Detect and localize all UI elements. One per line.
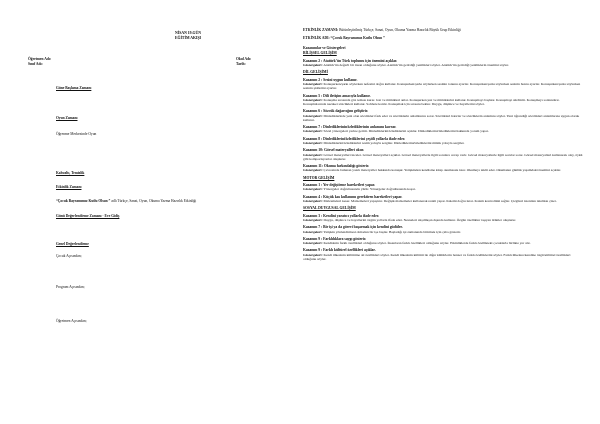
- goal-indicators: [303, 63, 583, 67]
- goal-section: [303, 225, 583, 233]
- goal-title: Kazanım 10: Görsel materyalleri okur.: [303, 148, 365, 153]
- goal-section: [303, 237, 583, 245]
- goal-title: Kazanım 1 : Yer değiştirme hareketleri yapar.: [303, 183, 375, 188]
- indicators-label: Göstergeleri:: [303, 187, 323, 192]
- activity-time-heading: Etkinlik Zamanı: [56, 185, 82, 189]
- indicators-text: Konuşurken/şarkı söylerken nefesini doğru kullanır. Konuşurken/şarkı söylerken sesinin tonunu ayarlar. Konuşurken/şarkı söylerken sesinin hızını ayarlar. Konuşurken/şarkı söylerken sesinin şiddetini ayarlar.: [303, 81, 581, 91]
- goal-section: [303, 148, 583, 161]
- goal-indicators: [303, 114, 583, 122]
- goal-indicators: [303, 218, 583, 222]
- goal-indicators: [303, 241, 583, 245]
- evaluation-heading: Günü Değerlendirme Zamanı - Eve Gidiş: [56, 214, 120, 218]
- goal-section: [303, 109, 583, 122]
- indicators-text: Kendi ülkesinin kültürüne ait özellikleri söyler. Kendi ülkesinin kültürü ile diğer kültürlerin benzer ve farklı özelliklerini söyler. Farklı ülkelere/kendine özgü kültürel özellikleri olduğunu söyler.: [303, 252, 571, 261]
- goal-section: [303, 214, 583, 222]
- goal-indicators: [303, 129, 583, 133]
- page-title: [148, 31, 228, 41]
- school-name-label: Okul Adı:: [236, 57, 252, 61]
- indicators-text: Konuşma sırasında göz teması kurar. Jest ve mimikleri anlar. Konuşurken jest ve mimiklerini kullanır. Konuşmayı başlatır. Konuşmayı sürdürür. Konuşmayı sonlandırır. Konuşmalarında nezaket sözcükleri kullanır. Sohbete katılır. Konuşmak için sırasını bekler. Duygu, düşünce ve hayallerini söyler.: [303, 97, 560, 106]
- indicators-text: Çevresinde bulunan yazılı materyaller hakkında konuşur. Yetişkinden kendisine kitap okumasını ister. Okumayı taklit eder. Okumanın günlük yaşamdaki önemini açıklar.: [322, 168, 561, 173]
- goal-section: [303, 248, 583, 261]
- goal-section: [303, 94, 583, 107]
- goal-section: [303, 59, 583, 67]
- goal-title: Kazanım 3 : Kendini yaratıcı yollarla ifade eder.: [303, 213, 380, 218]
- section-category-heading: SOSYAL DUYGUSAL GELİŞİM: [303, 206, 356, 211]
- indicators-text: Sözel yönergeleri yerine getirir. Dinlediklerini/izlediklerini açıklar. Dinlediklerini/izlediklerini hakkında yorum yapar.: [322, 129, 489, 134]
- goal-title: Kazanım 6 : Sözcük dağarcığını geliştirir.: [303, 109, 369, 114]
- activity-name-line: ETKİNLİK ADI: “Çocuk Bayramımız Kutlu Olsun ”: [303, 36, 385, 41]
- activity-type: adlı Türkçe, Sanat, Oyun, Okuma Yazma Hazırlık Etkinliği: [110, 199, 197, 203]
- activity-description: [56, 199, 286, 203]
- title-line-2: EĞİTİM AKIŞI: [174, 36, 202, 40]
- goal-indicators: [303, 82, 583, 90]
- activity-time-value: Bütünleştirilmiş Türkçe, Sanat, Oyun, Okuma Yazma Hazırlık Büyük Grup Etkinliği: [338, 28, 461, 32]
- indicators-label: Göstergeleri:: [303, 140, 323, 145]
- goal-indicators: [303, 199, 583, 203]
- indicators-label: Göstergeleri:: [303, 113, 323, 118]
- goal-section: [303, 183, 583, 191]
- indicators-label: Göstergeleri:: [303, 129, 323, 134]
- goal-section: [303, 78, 583, 91]
- goal-title: Kazanım 9 : Farklı kültürel özellikleri açıklar.: [303, 248, 376, 253]
- indicators-text: Atatürk’ün değerli bir insan olduğunu söyler. Atatürk’ün getirdiği yenilikleri söyler. Atatürk’ün getirdiği yeniliklerin önemini söyler.: [322, 62, 509, 67]
- indicators-text: Dinlediklerinde yeni olan sözcükleri fark eder ve sözcüklerin anlamlarını sorar. Sözcükleri hatırlar ve sözcüklerin anlamını söyler. Yeni öğrendiği sözcükleri anlamlarına uygun olarak kullanır.: [303, 113, 580, 122]
- breakfast-heading: Kahvaltı, Temizlik: [56, 171, 85, 175]
- indicators-label: Göstergeleri:: [303, 152, 323, 157]
- goal-indicators: [303, 141, 583, 145]
- indicators-label: Göstergeleri:: [303, 168, 323, 173]
- section-category-heading: MOTOR GELİŞİM: [303, 175, 335, 180]
- goal-title: Kazanım 2 : Sesini uygun kullanır.: [303, 77, 358, 82]
- goal-indicators: [303, 168, 583, 172]
- activity-time-label: ETKİNLİK ZAMANI:: [303, 28, 339, 32]
- program-perspective-label: Program Açısından;: [56, 285, 85, 289]
- goal-indicators: [303, 253, 583, 261]
- cognitive-heading: BİLİŞSEL GELİŞİM: [303, 51, 337, 56]
- indicators-label: Göstergeleri:: [303, 97, 323, 102]
- activity-time-line: [303, 28, 583, 32]
- goal-indicators: [303, 98, 583, 106]
- title-line-1: NİSAN 19.GÜN: [175, 31, 201, 35]
- goal-title: Kazanım 5 : Dili iletişim amacıyla kullanır.: [303, 93, 371, 98]
- indicators-text: Kendisinin farklı özellikleri olduğunu söyler. İnsanların farklı özellikleri olduğunu söyler. Etkinliklerde farklı özellikteki çocuklarla birlikte yer alır.: [322, 241, 531, 246]
- right-column: [303, 28, 583, 418]
- goal-title: Kazanım 11: Okuma farkındalığı gösterir.: [303, 164, 370, 169]
- indicators-label: Göstergeleri:: [303, 241, 323, 246]
- indicators-label: Göstergeleri:: [303, 252, 323, 257]
- class-name-label: Sınıf Adı:: [28, 62, 43, 66]
- indicators-label: Göstergeleri:: [303, 229, 323, 234]
- left-column: [28, 28, 290, 418]
- general-evaluation-heading: Genel Değerlendirme: [56, 242, 89, 246]
- indicators-label: Göstergeleri:: [303, 81, 323, 86]
- goal-title: Kazanım 2 : Atatürk’ün Türk toplumu için önemini açıklar.: [303, 58, 398, 63]
- goal-indicators: [303, 153, 583, 161]
- indicators-text: Yönergeler doğrultusunda yürür. Yönergeler doğrultusunda koşar.: [322, 187, 416, 192]
- indicators-label: Göstergeleri:: [303, 198, 323, 203]
- indicators-text: Dinlediklerini/izlediklerini resim yoluyla sergiler. Dinlediklerini/izlediklerini müzik yoluyla sergiler.: [322, 140, 465, 145]
- indicators-label: Göstergeleri:: [303, 62, 323, 67]
- goal-indicators: [303, 187, 583, 191]
- goal-section: [303, 137, 583, 145]
- play-description: Öğrenme Merkezinde Oyun: [56, 132, 97, 136]
- section-category-heading: DİL GELİŞİMİ: [303, 70, 328, 75]
- indicators-text: Görsel materyalleri inceler. Görsel materyalleri açıklar. Görsel materyallerle ilgili sorulara cevap verir. Görsel materyallerle ilgili sorular sorar. Görsel materyalleri kullanarak olay, öykü gibi kompozisyonlar oluşturur.: [303, 152, 583, 161]
- indicators-text: Yetişkin yönlendirmesi olmadan bir işe başlar. Başladığı işi zamanında bitirmek için çaba gösterir.: [322, 229, 461, 234]
- goal-indicators: [303, 230, 583, 234]
- goal-section: [303, 195, 583, 203]
- teacher-perspective-label: Öğretmen Açısından;: [56, 319, 87, 323]
- goal-title: Kazanım 7 : Dinlediklerinin/izlediklerinin anlamını kavrar.: [303, 125, 397, 130]
- goals-heading: Kazanımlar ve Göstergeleri: [303, 45, 346, 50]
- indicators-text: Duygu, düşünce ve hayallerini özgün yollarla ifade eder. Nesneleri alışılmışın dışında kullanır. Özgün özellikler taşıyan ürünler oluşturur.: [322, 217, 517, 222]
- goal-title: Kazanım 7 : Bir işi ya da görevi başarmak için kendini güdüler.: [303, 225, 403, 230]
- goal-title: Kazanım 8 : Dinlediklerini/izlediklerini çeşitli yollarla ifade eder.: [303, 136, 406, 141]
- child-perspective-label: Çocuk Açısından;: [56, 254, 82, 258]
- teacher-name-label: Öğretmen Adı:: [28, 57, 51, 61]
- activity-name: “Çocuk Bayramımız Kutlu Olsun ”: [56, 199, 111, 203]
- indicators-text: Malzemeleri keser. Malzemeleri yapıştırır. Değişik malzemeler kullanarak resim yapar. Kalemi doğru tutar. Kalem kontrolünü sağlar. Çizgileri istenilen nitelikte çizer.: [322, 198, 557, 203]
- goal-title: Kazanım 9 : Farklılıklara saygı gösterir.: [303, 236, 367, 241]
- goal-section: [303, 125, 583, 133]
- arrival-heading: Güne Başlama Zamanı: [56, 86, 92, 90]
- goal-sections: [303, 59, 583, 261]
- indicators-label: Göstergeleri:: [303, 217, 323, 222]
- play-time-heading: Oyun Zamanı: [56, 116, 78, 120]
- goal-section: [303, 164, 583, 172]
- date-label: Tarih:: [236, 62, 246, 66]
- goal-title: Kazanım 4 : Küçük kas kullanımı gerektiren hareketleri yapar.: [303, 194, 403, 199]
